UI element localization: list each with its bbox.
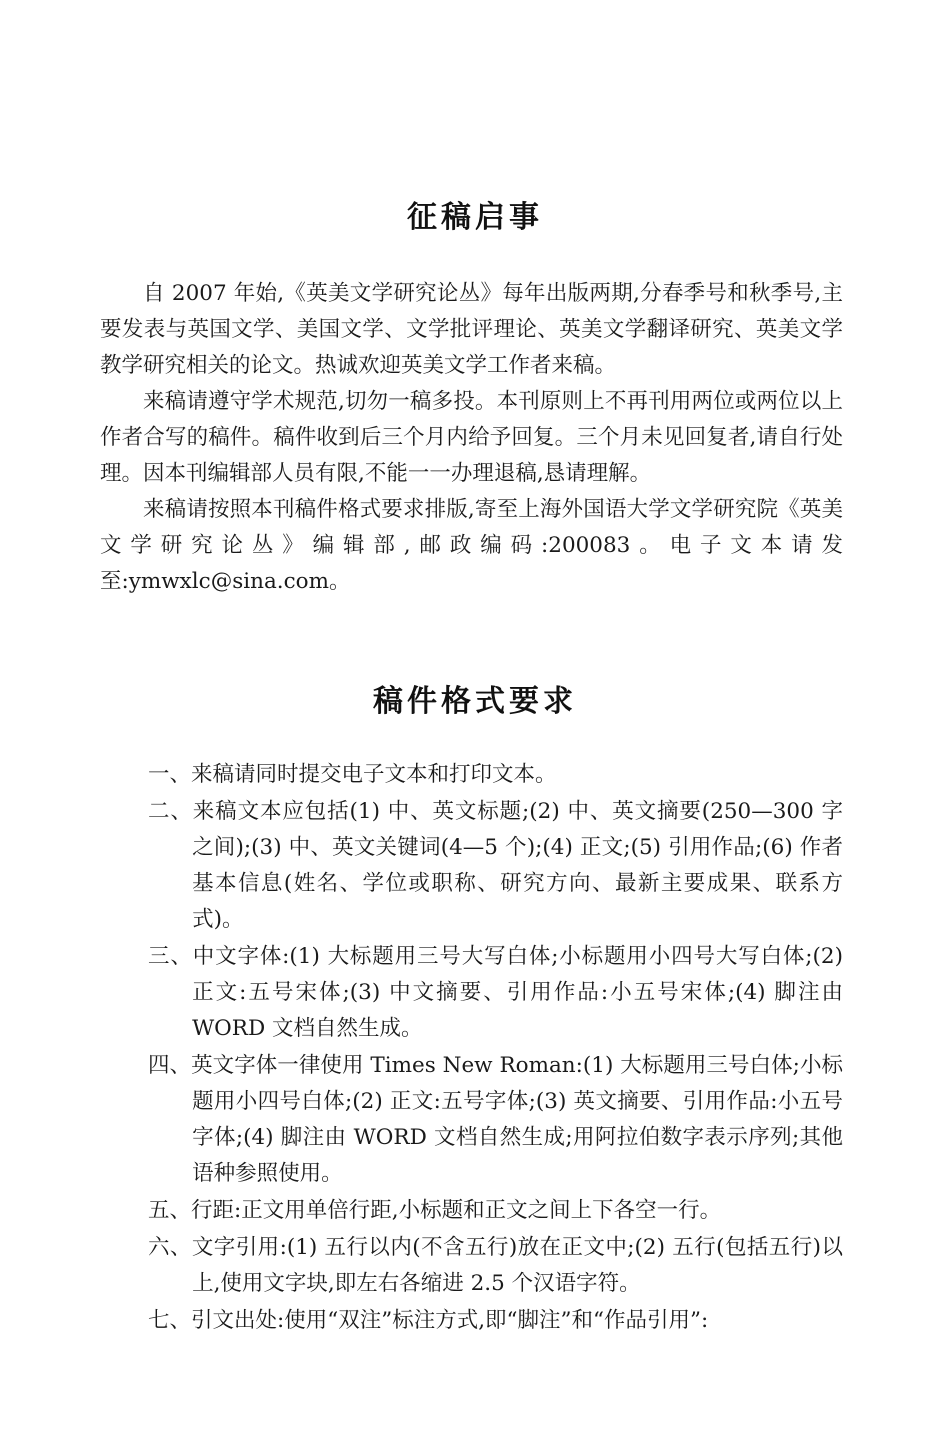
requirements-list	[148, 757, 843, 1340]
requirement-item: 六、文字引用:(1) 五行以内(不含五行)放在正文中;(2) 五行(包括五行)以上,使用文字块,即左右各缩进 2.5 个汉语字符。	[148, 1235, 843, 1296]
intro-section	[100, 276, 843, 600]
intro-paragraph: 来稿请遵守学术规范,切勿一稿多投。本刊原则上不再刊用两位或两位以上作者合写的稿件。稿件收到后三个月内给予回复。三个月未见回复者,请自行处理。因本刊编辑部人员有限,不能一一办理退稿,恳请理解。	[100, 389, 843, 486]
requirement-item: 一、来稿请同时提交电子文本和打印文本。	[148, 762, 557, 787]
requirement-item: 五、行距:正文用单倍行距,小标题和正文之间上下各空一行。	[148, 1198, 722, 1223]
requirement-item: 三、中文字体:(1) 大标题用三号大写白体;小标题用小四号大写白体;(2) 正文:五号宋体;(3) 中文摘要、引用作品:小五号宋体;(4) 脚注由 WORD 文档自然生成。	[148, 944, 843, 1041]
call-for-papers-title: 征稿启事	[407, 200, 543, 235]
format-requirements-title: 稿件格式要求	[373, 684, 577, 719]
intro-paragraph: 自 2007 年始,《英美文学研究论丛》每年出版两期,分春季号和秋季号,主要发表与英国文学、美国文学、文学批评理论、英美文学翻译研究、英美文学教学研究相关的论文。热诚欢迎英美文学工作者来稿。	[100, 281, 843, 378]
intro-paragraph: 来稿请按照本刊稿件格式要求排版,寄至上海外国语大学文学研究院《英美文学研究论丛》编辑部,邮政编码:200083。电子文本请发至:ymwxlc@sina.com。	[100, 497, 843, 594]
requirement-item: 七、引文出处:使用“双注”标注方式,即“脚注”和“作品引用”:	[148, 1308, 709, 1333]
requirement-item: 四、英文字体一律使用 Times New Roman:(1) 大标题用三号白体;小标题用小四号白体;(2) 正文:五号字体;(3) 英文摘要、引用作品:小五号字体;(4) 脚注由 WORD 文档自然生成;用阿拉伯数字表示序列;其他语种参照使用。	[148, 1053, 843, 1186]
requirement-item: 二、来稿文本应包括(1) 中、英文标题;(2) 中、英文摘要(250—300 字之间);(3) 中、英文关键词(4—5 个);(4) 正文;(5) 引用作品;(6) 作者基本信息(姓名、学位或职称、研究方向、最新主要成果、联系方式)。	[148, 799, 843, 932]
